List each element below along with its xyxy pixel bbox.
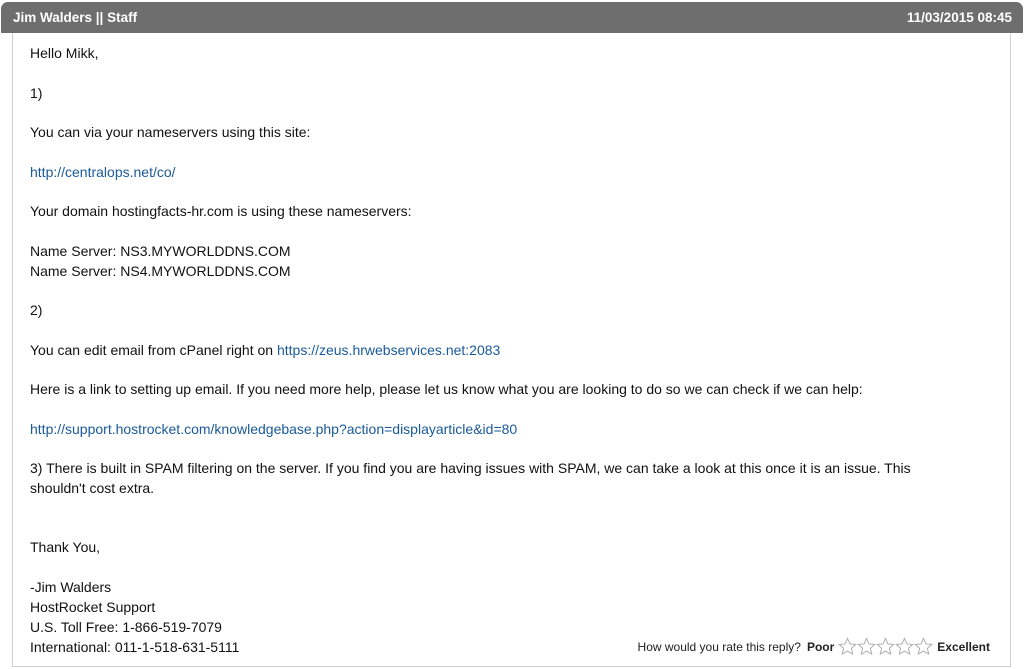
rating-stars [838,637,933,656]
reply-header [1,2,1023,33]
nameserver-2: Name Server: NS4.MYWORLDDNS.COM [30,263,291,279]
item-2-label: 2) [30,302,43,318]
reply-date: 11/03/2015 08:45 [906,10,1012,25]
reply-body [12,33,1011,667]
author-name: Jim Walders || Staff [13,10,138,25]
signature-company: HostRocket Support [30,599,156,615]
thank-you: Thank You, [30,539,101,555]
nameservers-text: You can via your nameservers using this site: [30,124,311,140]
cpanel-text: You can edit email from cPanel right on [30,342,277,358]
cpanel-line [30,340,500,360]
star-4-icon[interactable] [895,637,914,656]
item-3-text: 3) There is built in SPAM filtering on the server. If you find you are having issues with SPAM, we can take a look at this once it is an issue. This shouldn't cost extra. [30,460,911,496]
domain-text: Your domain hostingfacts-hr.com is using these nameservers: [30,203,412,219]
rating-poor-label: Poor [806,639,835,654]
signature-tollfree: U.S. Toll Free: 1-866-519-7079 [30,619,222,635]
cpanel-link[interactable]: https://zeus.hrwebservices.net:2083 [276,342,501,358]
centralops-link[interactable]: http://centralops.net/co/ [30,164,176,180]
star-2-icon[interactable] [857,637,876,656]
nameserver-1: Name Server: NS3.MYWORLDDNS.COM [30,243,291,259]
star-5-icon[interactable] [914,637,933,656]
reply-rating [638,637,994,656]
star-3-icon[interactable] [876,637,895,656]
setup-email-text: Here is a link to setting up email. If you need more help, please let us know what you are looking to do so we can check if we can help: [30,381,863,397]
item-1-label: 1) [30,85,43,101]
signature-name: -Jim Walders [30,579,112,595]
rating-excellent-label: Excellent [937,639,990,654]
greeting: Hello Mikk, [30,45,99,61]
star-1-icon[interactable] [838,637,857,656]
knowledgebase-link[interactable]: http://support.hostrocket.com/knowledgebase.php?action=displayarticle&id=80 [30,421,518,437]
rating-question: How would you rate this reply? [637,639,801,654]
signature-international: International: 011-1-518-631-5111 [30,639,240,655]
